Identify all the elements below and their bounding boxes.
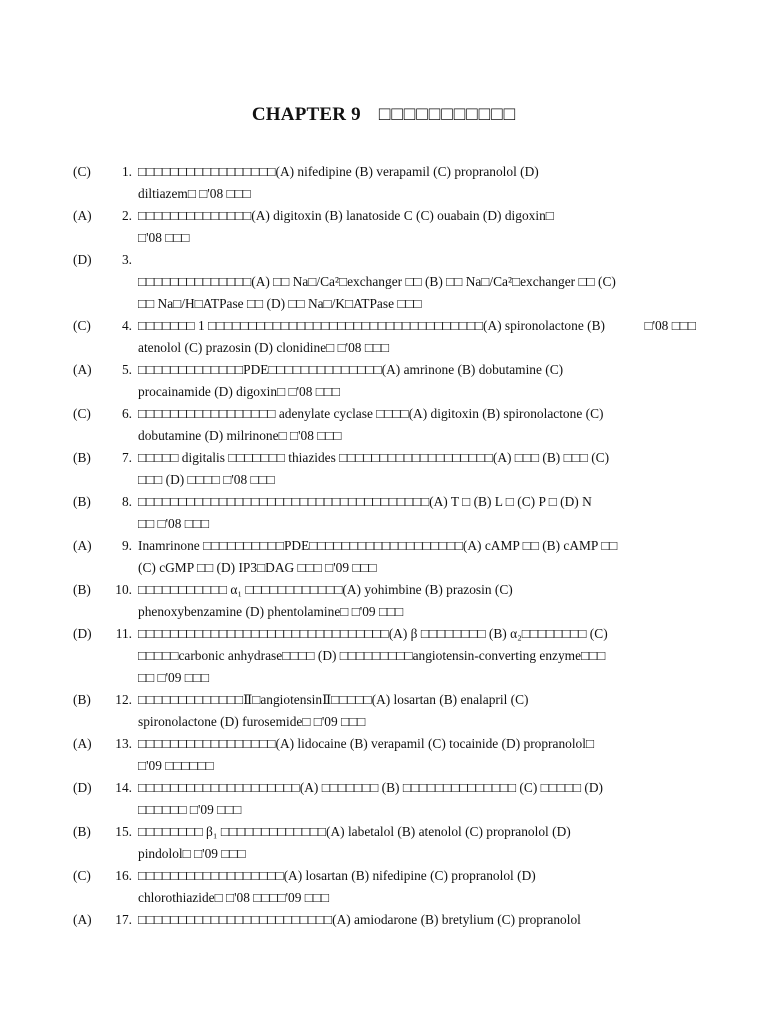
- answer-key: (B): [73, 582, 91, 597]
- question-text: □□□□□□□□□□□□□□□□□(A) nifedipine (B) verapamil (C) propranolol (D) diltiazem□ □'08 □□□: [138, 164, 539, 201]
- question-text: □□□□□□□□□□□□□PDE□□□□□□□□□□□□□□(A) amrinone (B) dobutamine (C) procainamide (D) digoxin□ □'08 □□□: [138, 362, 564, 399]
- chapter-title: [0, 104, 768, 126]
- question-text: □□□□□□□□□□□ α₁ □□□□□□□□□□□□(A) yohimbine (B) prazosin (C) phenoxybenzamine (D) phentolamine□ □'09 □□□: [138, 582, 513, 619]
- answer-key: (B): [73, 494, 91, 509]
- question-number: 10.: [115, 582, 132, 597]
- answer-key: (A): [73, 208, 92, 223]
- question-text: Inamrinone □□□□□□□□□□PDE□□□□□□□□□□□□□□□□□□□(A) cAMP □□ (B) cAMP □□ (C) cGMP □□ (D) IP3□DAG □□□ □'09 □□□: [138, 538, 618, 575]
- answer-key: (B): [73, 692, 91, 707]
- question-number: 9.: [121, 538, 132, 553]
- question-text: □□□□□□□□□□□□□□□□□(A) lidocaine (B) verapamil (C) tocainide (D) propranolol□ □'09 □□□□□□: [138, 736, 595, 773]
- answer-key: (A): [73, 538, 92, 553]
- question-text: □□□□□□□ 1 □□□□□□□□□□□□□□□□□□□□□□□□□□□□□□□□□□(A) spironolactone (B) atenolol (C) prazosin (D) clonidine□ □'08 □□□: [138, 318, 605, 355]
- answer-key: (A): [73, 912, 92, 927]
- question-text: □□□□□□□□ β₁ □□□□□□□□□□□□□(A) labetalol (B) atenolol (C) propranolol (D) pindolol□ □'09 □□□: [138, 824, 571, 861]
- question-text: □□□□□□□□□□□□□□□□□□□□(A) □□□□□□□ (B) □□□□□□□□□□□□□□ (C) □□□□□ (D) □□□□□□ □'09 □□□: [138, 780, 604, 817]
- answer-key: (C): [73, 164, 91, 179]
- question-number: 2.: [121, 208, 132, 223]
- question-number: 5.: [121, 362, 132, 377]
- question-number: 1.: [121, 164, 132, 179]
- answer-key: (D): [73, 252, 92, 267]
- question-text: □□□□□□□□□□□□□□□□□□□□□□□□□□□□□□□□□□□□(A) T □ (B) L □ (C) P □ (D) N □□ □'08 □□□: [138, 494, 592, 531]
- chapter-subtitle: □□□□□□□□□□□: [378, 104, 517, 125]
- question-number: 15.: [115, 824, 132, 839]
- answer-key: (C): [73, 318, 91, 333]
- question-text: □□□□□□□□□□□□□Ⅱ□angiotensinⅡ□□□□□(A) losartan (B) enalapril (C) spironolactone (D) furosemide□ □'09 □□□: [138, 692, 529, 729]
- question-number: 7.: [121, 450, 132, 465]
- question-number: 11.: [115, 626, 132, 641]
- answer-key: (C): [73, 868, 91, 883]
- question-number: 4.: [121, 318, 132, 333]
- question-source: □'08 □□□: [644, 318, 696, 333]
- question-number: 12.: [115, 692, 132, 707]
- question-number: 3.: [121, 252, 132, 267]
- answer-key: (A): [73, 736, 92, 751]
- answer-key: (B): [73, 450, 91, 465]
- question-number: 6.: [121, 406, 132, 421]
- question-number: 14.: [115, 780, 132, 795]
- chapter-label: CHAPTER 9: [251, 104, 361, 125]
- question-text: □□□□□□□□□□□□□□□□□ adenylate cyclase □□□□(A) digitoxin (B) spironolactone (C) dobutamine (D) milrinone□ □'08 □□□: [138, 406, 604, 443]
- answer-key: (B): [73, 824, 91, 839]
- question-number: 16.: [115, 868, 132, 883]
- question-number: 8.: [121, 494, 132, 509]
- answer-key: (A): [73, 362, 92, 377]
- question-text: □□□□□□□□□□□□□□(A) □□ Na□/Ca²□exchanger □□ (B) □□ Na□/Ca²□exchanger □□ (C) □□ Na□/H□ATPase □□ (D) □□ Na□/K□ATPase □□□: [138, 274, 616, 311]
- question-text: □□□□□□□□□□□□□□□□□□(A) losartan (B) nifedipine (C) propranolol (D) chlorothiazide□ □'08 □□□□'09 □□□: [138, 868, 536, 905]
- question-text: □□□□□□□□□□□□□□□□□□□□□□□□(A) amiodarone (B) bretylium (C) propranolol: [138, 912, 581, 927]
- question-text: □□□□□ digitalis □□□□□□□ thiazides □□□□□□□□□□□□□□□□□□□(A) □□□ (B) □□□ (C) □□□ (D) □□□□ □'08 □□□: [138, 450, 610, 487]
- question-number: 13.: [115, 736, 132, 751]
- question-text: □□□□□□□□□□□□□□□□□□□□□□□□□□□□□□□(A) β □□□□□□□□ (B) α₂□□□□□□□□ (C) □□□□□carbonic anhydrase□□□□ (D) □□□□□□□□□angiotensin-converting enzyme□□□ □□ □'09 □□□: [138, 626, 608, 685]
- question-number: 17.: [115, 912, 132, 927]
- answer-key: (D): [73, 626, 92, 641]
- answer-key: (C): [73, 406, 91, 421]
- question-text: □□□□□□□□□□□□□□(A) digitoxin (B) lanatoside C (C) ouabain (D) digoxin□ □'08 □□□: [138, 208, 554, 245]
- answer-key: (D): [73, 780, 92, 795]
